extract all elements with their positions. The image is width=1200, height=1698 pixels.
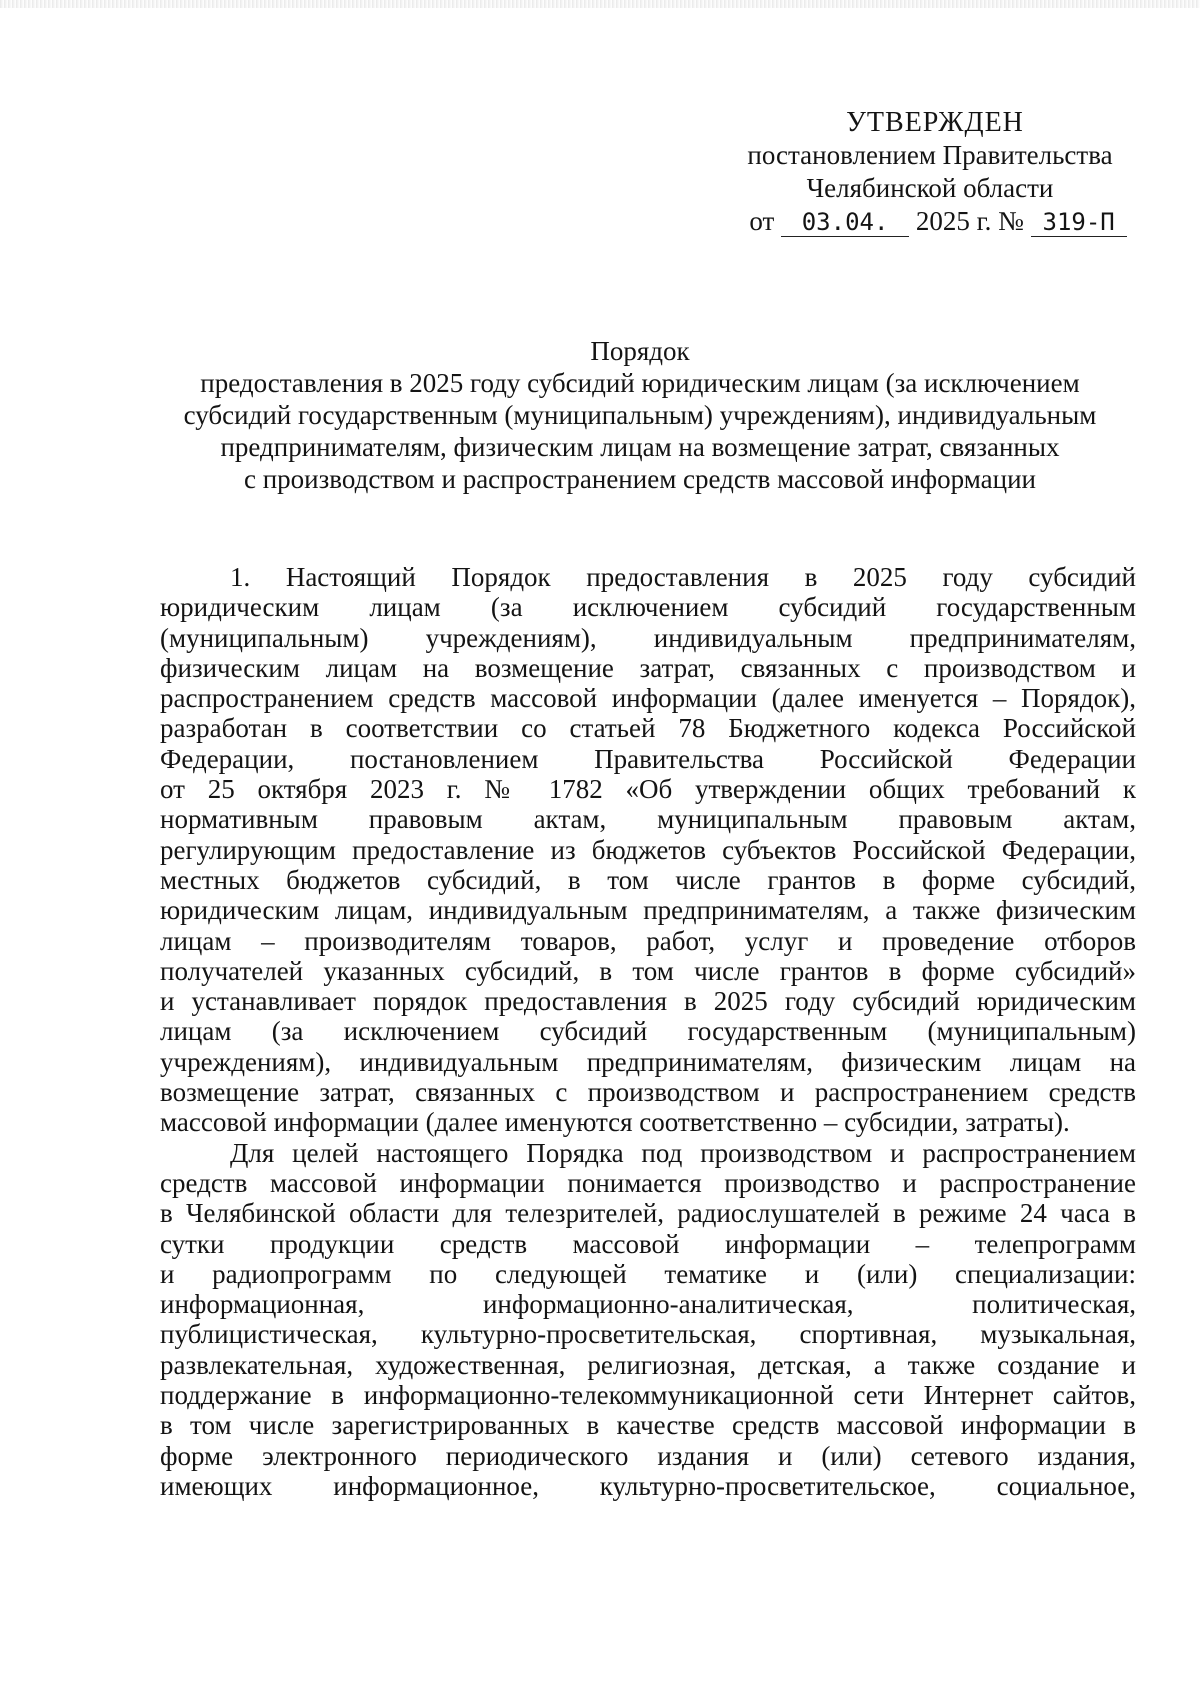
text-line: и радиопрограмм по следующей тематике и (или) специализации: — [160, 1258, 1136, 1289]
approval-date-line — [736, 205, 1140, 238]
text-line: получателей указанных субсидий, в том числе грантов в форме субсидий» — [160, 955, 1136, 986]
text-line: имеющих информационное, культурно-просветительское, социальное, — [160, 1470, 1136, 1501]
text-line: в Челябинской области для телезрителей, радиослушателей в режиме 24 часа в — [160, 1198, 1136, 1229]
text-line: разработан в соответствии со статьей 78 Бюджетного кодекса Российской — [160, 713, 1136, 744]
text-line: юридическим лицам, индивидуальным предпринимателям, а также физическим — [160, 895, 1136, 926]
approval-stamp — [720, 106, 1140, 238]
text-line: юридическим лицам (за исключением субсидий государственным — [160, 592, 1136, 623]
text-line: поддержание в информационно-телекоммуникационной сети Интернет сайтов, — [160, 1380, 1136, 1411]
text-line: и устанавливает порядок предоставления в 2025 году субсидий юридическим — [160, 986, 1136, 1017]
title-line: с производством и распространением средств массовой информации — [244, 464, 1036, 494]
text-line: Для целей настоящего Порядка под производством и распространением — [230, 1137, 1136, 1168]
approval-line-1: постановлением Правительства — [747, 140, 1113, 170]
document-number: 319-П — [1031, 208, 1127, 237]
text-line: учреждениям), индивидуальным предпринимателям, физическим лицам на — [160, 1046, 1136, 1077]
text-line: (муниципальным) учреждениям), индивидуальным предпринимателям, — [160, 622, 1136, 653]
approval-title: УТВЕРЖДЕН — [846, 107, 1024, 138]
text-line: публицистическая, культурно-просветительская, спортивная, музыкальная, — [160, 1319, 1136, 1350]
approval-line-2: Челябинской области — [806, 173, 1054, 203]
text-line: регулирующим предоставление из бюджетов субъектов Российской Федерации, — [160, 834, 1136, 865]
text-line: лицам – производителям товаров, работ, услуг и проведение отборов — [160, 925, 1136, 956]
text-line: Федерации, постановлением Правительства Российской Федерации — [160, 743, 1136, 774]
text-line: массовой информации (далее именуются соответственно – субсидии, затраты). — [160, 1107, 1070, 1138]
title-line: предоставления в 2025 году субсидий юридическим лицам (за исключением — [200, 368, 1080, 398]
text-line: от 25 октября 2023 г. № 1782 «Об утверждении общих требований к — [160, 774, 1136, 805]
scan-edge-artifact — [0, 0, 1200, 8]
date-year: 2025 г. № — [915, 206, 1024, 236]
text-line: лицам (за исключением субсидий государственным (муниципальным) — [160, 1016, 1136, 1047]
text-line: средств массовой информации понимается производство и распространение — [160, 1167, 1136, 1198]
text-line: нормативным правовым актам, муниципальным правовым актам, — [160, 804, 1136, 835]
text-line: местных бюджетов субсидий, в том числе грантов в форме субсидий, — [160, 864, 1136, 895]
text-line: физическим лицам на возмещение затрат, связанных с производством и — [160, 652, 1136, 683]
title-line: предпринимателям, физическим лицам на возмещение затрат, связанных — [220, 432, 1060, 462]
paragraph-1 — [160, 562, 1136, 1138]
date-prefix: от — [749, 206, 775, 236]
text-line: 1. Настоящий Порядок предоставления в 2025 году субсидий — [230, 562, 1136, 592]
date-value: 03.04. — [781, 208, 909, 237]
paragraph-2 — [160, 1138, 1136, 1502]
document-title — [150, 335, 1130, 495]
title-heading: Порядок — [590, 336, 690, 366]
text-line: возмещение затрат, связанных с производством и распространением средств — [160, 1077, 1136, 1108]
text-line: сутки продукции средств массовой информации – телепрограмм — [160, 1228, 1136, 1259]
text-line: развлекательная, художественная, религиозная, детская, а также создание и — [160, 1349, 1136, 1380]
text-line: в том числе зарегистрированных в качестве средств массовой информации в — [160, 1410, 1136, 1441]
text-line: распространением средств массовой информации (далее именуется – Порядок), — [160, 683, 1136, 714]
document-body — [160, 562, 1136, 1501]
title-line: субсидий государственным (муниципальным) учреждениям), индивидуальным — [183, 400, 1097, 430]
text-line: форме электронного периодического издания и (или) сетевого издания, — [160, 1440, 1136, 1471]
text-line: информационная, информационно-аналитическая, политическая, — [160, 1289, 1136, 1320]
